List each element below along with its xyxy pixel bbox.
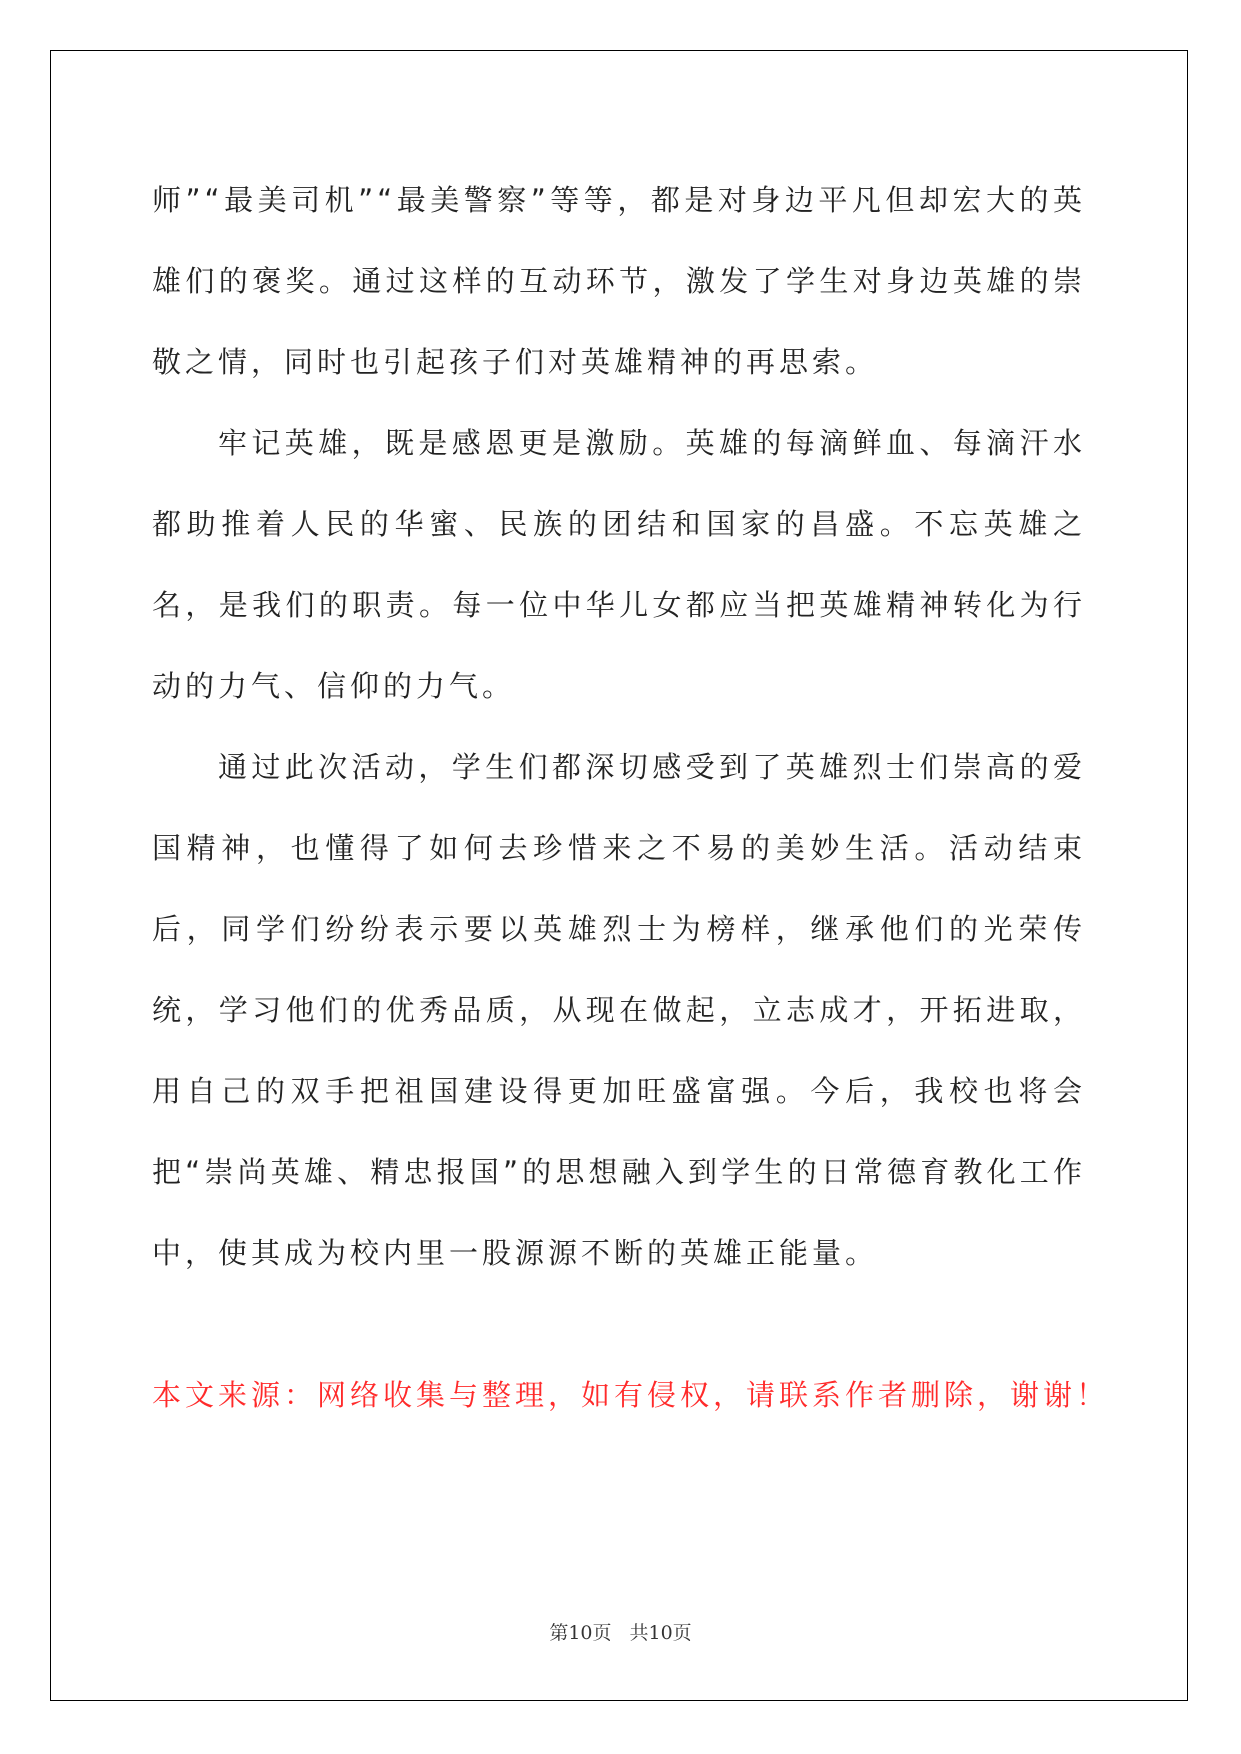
paragraph-continued: 师”“最美司机”“最美警察”等等，都是对身边平凡但却宏大的英雄们的褒奖。通过这样的互动环节，激发了学生对身边英雄的崇敬之情，同时也引起孩子们对英雄精神的再思索。 [152, 183, 1086, 379]
source-note: 本文来源：网络收集与整理，如有侵权，请联系作者删除，谢谢！ [152, 1378, 1110, 1412]
page-footer [0, 1618, 1241, 1645]
paragraph-activity-summary: 通过此次活动，学生们都深切感受到了英雄烈士们崇高的爱国精神，也懂得了如何去珍惜来之不易的美妙生活。活动结束后，同学们纷纷表示要以英雄烈士为榜样，继承他们的光荣传统，学习他们的优秀品质，从现在做起，立志成才，开拓进取，用自己的双手把祖国建设得更加旺盛富强。今后，我校也将会把“崇尚英雄、精忠报国”的思想融入到学生的日常德育教化工作中，使其成为校内里一股源源不断的英雄正能量。 [152, 750, 1086, 1270]
document-body [152, 160, 1086, 1294]
total-pages-label: 共10页 [629, 1622, 692, 1644]
current-page-label: 第10页 [549, 1622, 612, 1644]
paragraph-remember-heroes: 牢记英雄，既是感恩更是激励。英雄的每滴鲜血、每滴汗水都助推着人民的华蜜、民族的团结和国家的昌盛。不忘英雄之名，是我们的职责。每一位中华儿女都应当把英雄精神转化为行动的力气、信仰的力气。 [152, 426, 1086, 703]
